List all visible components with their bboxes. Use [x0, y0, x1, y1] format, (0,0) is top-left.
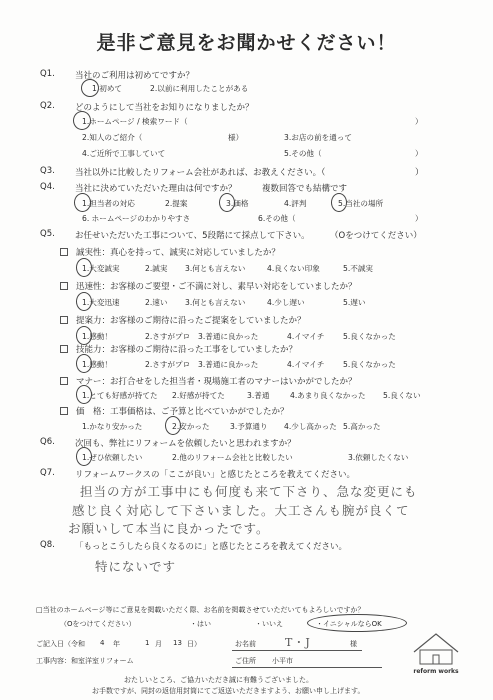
- q1-text: 当社のご利用は初めてですか？: [75, 71, 195, 81]
- q4-option-6[interactable]: 6. ホームページのわかりやすさ: [82, 214, 191, 223]
- q5-item-4-opt-1[interactable]: 1.感動！: [82, 360, 113, 369]
- logo-text: reform works: [413, 668, 459, 675]
- consent-no[interactable]: ・いいえ: [255, 620, 283, 628]
- address-label: ご住所: [235, 657, 256, 665]
- item-checkbox[interactable]: [60, 377, 68, 385]
- q7-handwriting-line-1: 担当の方が工事中にも何度も来て下さり、急な変更にも: [80, 484, 418, 499]
- answer-circle: [76, 385, 92, 404]
- answer-circle: [331, 193, 347, 212]
- q2-option-5-close: ）: [415, 149, 423, 158]
- q2-option-2[interactable]: 2.知人のご紹介（: [82, 133, 143, 142]
- answer-circle: [81, 79, 99, 97]
- q5-item-4-opt-5[interactable]: 5.良くなかった: [343, 360, 396, 369]
- q5-item-2-opt-5[interactable]: 5.遅い: [343, 298, 366, 307]
- q5-item-3-opt-2[interactable]: 2.さすがプロ: [145, 332, 191, 341]
- q5-item-2-head: 迅速性：お客様のご要望・ご不満に対し、素早い対応をしていましたか？: [76, 282, 357, 292]
- consent-yes[interactable]: ・はい: [190, 620, 211, 628]
- address-value: 小平市: [272, 657, 293, 665]
- item-checkbox[interactable]: [60, 282, 68, 290]
- q5-item-4-opt-4[interactable]: 4.イマイチ: [287, 360, 325, 369]
- q5-item-3-opt-5[interactable]: 5.良くなかった: [343, 332, 396, 341]
- q4-option-4[interactable]: 4.評判: [284, 199, 307, 208]
- q2-option-4[interactable]: 4.ご近所で工事していて: [82, 149, 166, 158]
- q5-note: （Oをつけてください）: [330, 231, 422, 241]
- q5-item-5-opt-5[interactable]: 5.良くない: [383, 391, 421, 400]
- q5-item-1-head: 誠実性：真心を持って、誠実に対応していましたか？: [76, 248, 280, 258]
- q4-text: 当社に決めていただいた理由は何ですか？: [75, 184, 237, 194]
- q4-note: 複数回答でも結構です: [262, 184, 348, 194]
- q3-close: ）: [415, 168, 424, 178]
- q1-option-1[interactable]: 1.初めて: [92, 84, 123, 93]
- q2-option-3[interactable]: 3.お店の前を通って: [284, 133, 352, 142]
- date-label: ご記入日（令和: [36, 640, 85, 648]
- q7-handwriting-line-2: 感じ良く対応して下さいました。大工さんも腕が良くて: [72, 503, 410, 518]
- q6-option-2[interactable]: 2.他のリフォーム会社と比較したい: [172, 453, 293, 462]
- q5-item-5-opt-2[interactable]: 2.好感が持てた: [172, 391, 225, 400]
- q5-item-2-opt-4[interactable]: 4.少し遅い: [267, 298, 305, 307]
- work-label: 工事内容：和室洋室リフォーム: [36, 657, 134, 665]
- answer-circle: [219, 193, 235, 212]
- answer-circle: [76, 292, 92, 311]
- q5-item-6-head: 価 格：工事価格は、ご予算と比べていかがでしたか？: [76, 407, 289, 417]
- answer-circle: [76, 447, 92, 466]
- q5-text: お任せいただいた工事について、5段階にて採点して下さい。: [75, 231, 310, 241]
- page-title: 是非ご意見をお聞かせください！: [96, 32, 397, 54]
- q8-handwriting-line-1: 特にないです: [95, 559, 177, 574]
- q2-number: Q2.: [40, 101, 55, 111]
- q8-number: Q8.: [40, 540, 55, 550]
- q6-option-3[interactable]: 3.依頼したくない: [348, 453, 409, 462]
- q5-item-1-opt-5[interactable]: 5.不誠実: [343, 264, 374, 273]
- q2-text: どのようにして当社をお知りになりましたか？: [75, 103, 254, 113]
- q4-option-7-close: ）: [415, 214, 423, 223]
- date-year: 4: [100, 639, 105, 647]
- consent-text: □当社のホームページ等にご意見を掲載いただく際、お名前を掲載させていただいてもよろしいですか？: [36, 606, 365, 614]
- name-sama: 様: [350, 640, 357, 648]
- name-value: T・J: [285, 636, 311, 649]
- q5-item-3-opt-3[interactable]: 3.普通に良かった: [198, 332, 259, 341]
- date-day: 13: [173, 639, 182, 647]
- q5-item-1-opt-4[interactable]: 4.良くない印象: [267, 264, 320, 273]
- q5-item-6-opt-1[interactable]: 1.かなり安かった: [82, 422, 143, 431]
- q4-option-1[interactable]: 1.担当者の対応: [82, 199, 135, 208]
- q8-text: 「もっとこうしたら良くなるのに」と感じたところを教えてください。: [75, 542, 348, 552]
- q5-item-1-opt-2[interactable]: 2.誠実: [145, 264, 168, 273]
- q5-item-1-opt-1[interactable]: 1.大変誠実: [82, 264, 120, 273]
- q5-item-4-opt-3[interactable]: 3.普通に良かった: [198, 360, 259, 369]
- item-checkbox[interactable]: [60, 248, 68, 256]
- date-year-unit: 年: [113, 640, 120, 648]
- q5-item-4-opt-2[interactable]: 2.さすがプロ: [145, 360, 191, 369]
- q5-item-6-opt-4[interactable]: 4.少し高かった: [284, 422, 337, 431]
- q2-option-5[interactable]: 5.その他（: [284, 149, 322, 158]
- answer-circle: [76, 258, 92, 277]
- q3-number: Q3.: [40, 166, 55, 176]
- item-checkbox[interactable]: [60, 316, 68, 324]
- q5-item-6-opt-3[interactable]: 3.予算通り: [230, 422, 268, 431]
- q3-text: 当社以外に比較したリフォーム会社があれば、お教えください。（: [75, 168, 326, 178]
- answer-circle: [165, 416, 181, 435]
- name-underline: [232, 650, 362, 651]
- item-checkbox[interactable]: [60, 345, 68, 353]
- q5-item-5-head: マナー：お打合せをした担当者・現場施工者のマナーはいかがでしたか？: [76, 377, 357, 387]
- q5-item-3-head: 提案力：お客様のご期待に沿ったご提案をしていましたか？: [76, 316, 306, 326]
- q4-option-7[interactable]: 6.その他（: [258, 214, 296, 223]
- q2-option-1[interactable]: 1.ホームページ / 検索ワード（: [82, 117, 188, 126]
- q6-text: 次回も、弊社にリフォームを依頼したいと思われますか？: [75, 439, 296, 449]
- reform-works-logo: [408, 628, 464, 672]
- q7-number: Q7.: [40, 468, 55, 478]
- q5-item-6-opt-2[interactable]: 2.安かった: [172, 422, 210, 431]
- q4-option-2[interactable]: 2.提案: [165, 199, 188, 208]
- q1-number: Q1.: [40, 69, 55, 79]
- q5-item-2-opt-1[interactable]: 1.大変迅速: [82, 298, 120, 307]
- q5-number: Q5.: [40, 229, 55, 239]
- q5-item-4-head: 技能力：お客様のご期待に沿った工事をしていましたか？: [76, 345, 298, 355]
- answer-circle: [74, 193, 91, 212]
- q5-item-5-opt-4[interactable]: 4.あまり良くなかった: [290, 391, 366, 400]
- q4-option-5[interactable]: 5.当社の場所: [338, 199, 384, 208]
- name-label: お名前: [235, 640, 256, 648]
- q5-item-2-opt-3[interactable]: 3.何とも言えない: [185, 298, 246, 307]
- thanks-line-2: お手数ですが、同封の返信用封筒にてご返送いただきますよう、お願い申し上げます。: [92, 687, 365, 695]
- q6-option-1[interactable]: 1.ぜひ依頼したい: [82, 453, 143, 462]
- item-checkbox[interactable]: [60, 407, 68, 415]
- q5-item-1-opt-3[interactable]: 3.何とも言えない: [185, 264, 246, 273]
- thanks-line-1: おたしいところ、ご協力いただき誠に有難うございました。: [124, 676, 313, 684]
- q1-option-2[interactable]: 2.以前に利用したことがある: [150, 84, 249, 93]
- q4-number: Q4.: [40, 182, 55, 192]
- q5-item-3-opt-1[interactable]: 1.感動！: [82, 332, 113, 341]
- date-month-unit: 月: [155, 640, 162, 648]
- address-underline: [232, 667, 382, 668]
- answer-circle: [76, 354, 92, 373]
- q5-item-6-opt-5[interactable]: 5.高かった: [343, 422, 381, 431]
- date-month: 1: [145, 639, 150, 647]
- answer-circle: [307, 614, 407, 632]
- q5-item-5-opt-3[interactable]: 3.普通: [247, 391, 270, 400]
- q5-item-2-opt-2[interactable]: 2.速い: [145, 298, 168, 307]
- q7-handwriting-line-3: お願いして本当に良かったです。: [68, 521, 270, 536]
- q2-option-1-close: ）: [415, 117, 423, 126]
- q7-text: リフォームワークスの「ここが良い」と感じたところを教えてください。: [75, 470, 355, 480]
- q5-item-3-opt-4[interactable]: 4.イマイチ: [287, 332, 325, 341]
- q5-item-5-opt-1[interactable]: 1.とても好感が持てた: [82, 391, 158, 400]
- date-day-unit: 日）: [187, 640, 201, 648]
- q2-option-2-sama: 様）: [228, 133, 244, 142]
- q4-option-3[interactable]: 3.価格: [226, 199, 249, 208]
- answer-circle: [73, 111, 91, 130]
- q6-number: Q6.: [40, 437, 55, 447]
- consent-initials[interactable]: ・イニシャルならOK: [316, 620, 382, 628]
- consent-note: （Oをつけてください）: [60, 620, 136, 628]
